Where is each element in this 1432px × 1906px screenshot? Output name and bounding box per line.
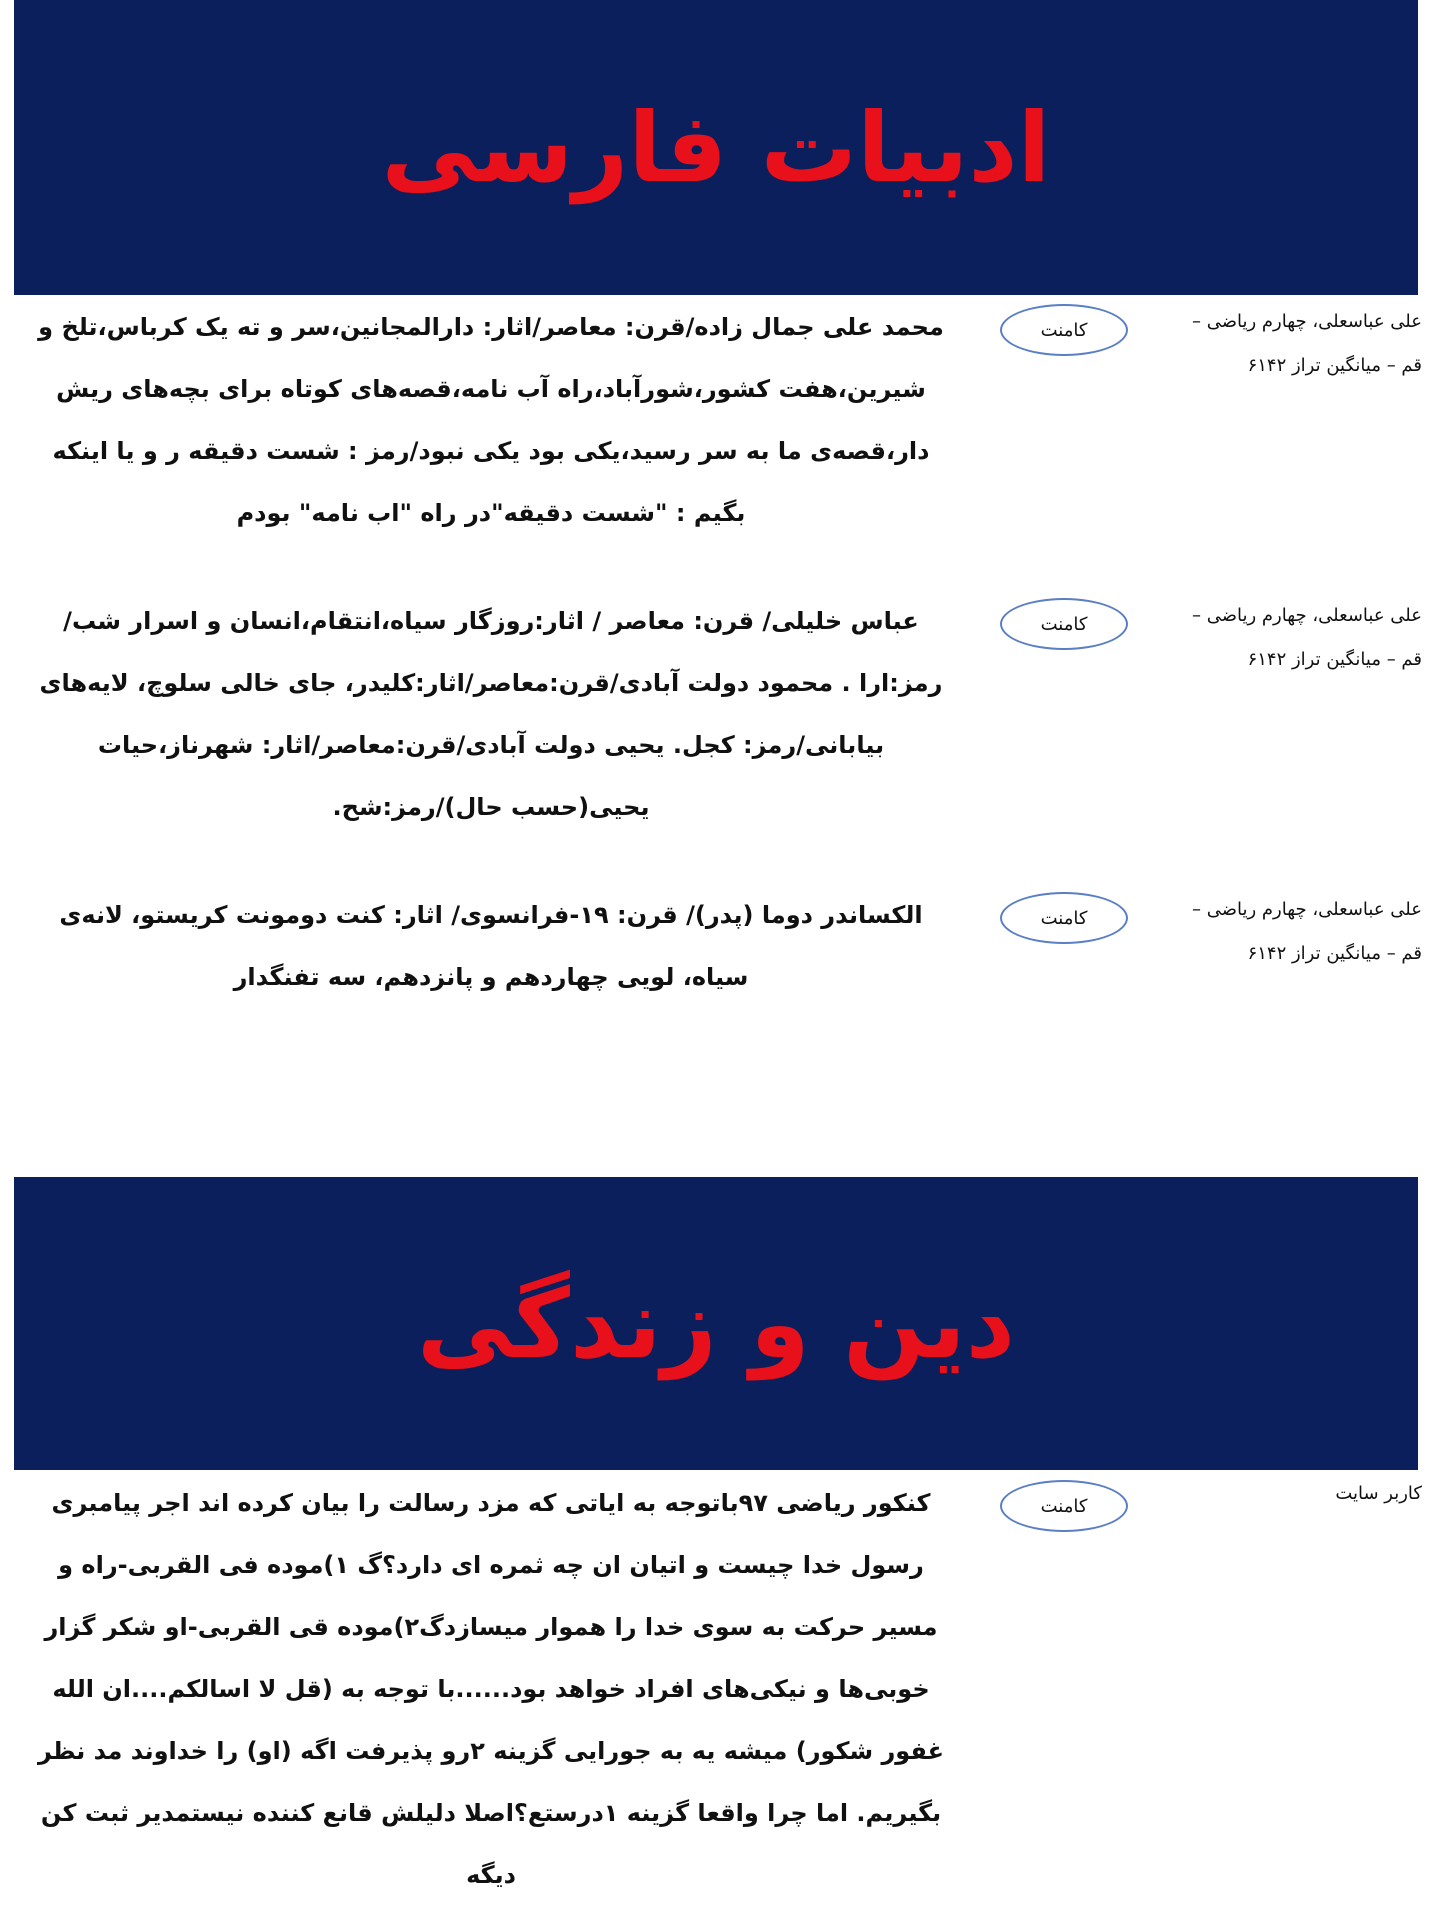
post-author <box>1172 888 1422 976</box>
post-text: الکساندر دوما (پدر)/ قرن: ۱۹-فرانسوی/ اثار: کنت دومونت کریستو، لانه‌ی سیاه، لویی چهاردهم و پانزدهم، سه تفنگدار <box>59 901 923 991</box>
section-banner-literature <box>14 0 1418 295</box>
post-text: محمد علی جمال زاده/قرن: معاصر/اثار: دارالمجانین،سر و ته یک کرباس،تلخ و شیرین،هفت کشور،شورآباد،راه آب نامه،قصه‌های کوتاه برای بچه‌های ریش دار،قصه‌ی ما به سر رسید،یکی بود یکی نبود/رمز : شست دقیقه ر و یا اینکه بگیم : "شست دقیقه"در راه "اب نامه" بودم <box>38 313 944 527</box>
author-line: قم – میانگین تراز ۶۱۴۲ <box>1247 355 1422 376</box>
post-text: عباس خلیلی/ قرن: معاصر / اثار:روزگار سیاه،انتقام،انسان و اسرار شب/ رمز:ارا . محمود دولت آبادی/قرن:معاصر/اثار:کلیدر، جای خالی سلوچ، لایه‌های بیابانی/رمز: کجل. یحیی دولت آبادی/قرن:معاصر/اثار: شهرناز،حیات یحیی(حسب حال)/رمز:شح. <box>39 607 943 821</box>
comment-button[interactable]: کامنت <box>1000 304 1128 356</box>
comment-button[interactable]: کامنت <box>1000 598 1128 650</box>
comment-button[interactable]: کامنت <box>1000 1480 1128 1532</box>
section-banner-religion <box>14 1177 1418 1470</box>
section-title: دین و زندگی <box>417 1267 1015 1380</box>
author-line: قم – میانگین تراز ۶۱۴۲ <box>1247 943 1422 964</box>
comment-button[interactable]: کامنت <box>1000 892 1128 944</box>
author-line: علی عباسعلی، چهارم ریاضی – <box>1191 311 1422 332</box>
section-title: ادبیات فارسی <box>381 91 1051 204</box>
post-author <box>1172 300 1422 388</box>
post-author <box>1172 594 1422 682</box>
author-line: علی عباسعلی، چهارم ریاضی – <box>1191 605 1422 626</box>
author-line: علی عباسعلی، چهارم ریاضی – <box>1191 899 1422 920</box>
author-line: قم – میانگین تراز ۶۱۴۲ <box>1247 649 1422 670</box>
post-text: کنکور ریاضی ۹۷باتوجه به ایاتی که مزد رسالت را بیان کرده اند اجر پیامبری رسول خدا چیست و اتیان ان چه ثمره ای دارد؟گ ۱)موده فی القربی-راه و مسیر حرکت به سوی خدا را هموار میسازدگ۲)موده قی القربی-او شکر گزار خوبی‌ها و نیکی‌های افراد خواهد بود......با توجه به (قل لا اسالکم....ان الله غفور شکور) میشه یه به جورایی گزینه ۲رو پذیرفت اگه (او) را خداوند مد نظر بگیریم. اما چرا واقعا گزینه ۱درستع؟اصلا دلیلش قانع کننده نیستمدیر ثبت کن دیگه <box>37 1489 944 1889</box>
author-line: کاربر سایت <box>1335 1483 1422 1504</box>
post-author <box>1172 1472 1422 1516</box>
